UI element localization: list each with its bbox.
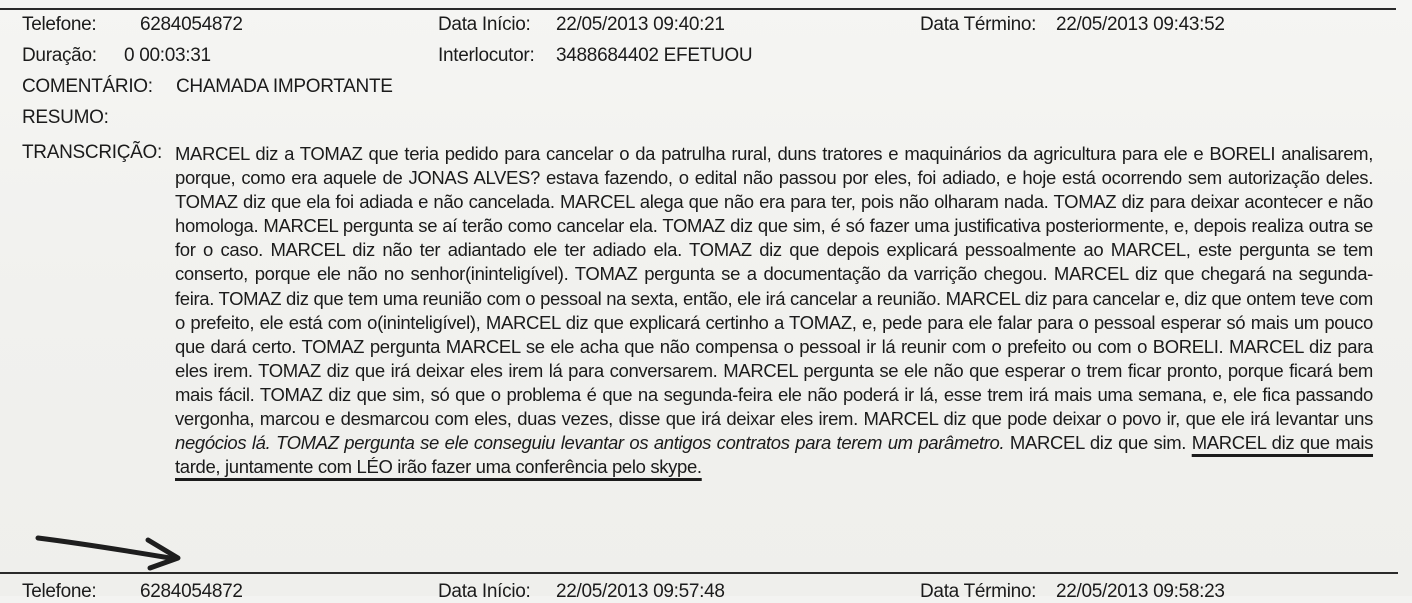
- transcricao-after-italic: MARCEL diz que sim.: [1004, 432, 1187, 454]
- next-data-inicio-value: 22/05/2013 09:57:48: [556, 581, 725, 602]
- next-data-termino-value: 22/05/2013 09:58:23: [1056, 581, 1225, 602]
- next-telefone-field: [22, 581, 243, 603]
- next-telefone-value: 6284054872: [140, 581, 243, 602]
- interlocutor-field: [438, 45, 752, 67]
- transcricao-italic-segment: negócios lá. TOMAZ pergunta se ele conseguiu levantar os antigos contratos para terem um parâmetro.: [175, 432, 1005, 454]
- top-divider: [0, 8, 1396, 10]
- hand-drawn-arrow-icon: [30, 526, 190, 572]
- telefone-label: Telefone:: [22, 14, 97, 35]
- telefone-field: [22, 14, 243, 36]
- bottom-divider: [0, 572, 1398, 574]
- next-data-inicio-field: [438, 581, 725, 603]
- data-termino-label: Data Término:: [920, 14, 1037, 35]
- comentario-field: [22, 76, 393, 98]
- duracao-value: 0 00:03:31: [124, 45, 211, 66]
- data-termino-field: [920, 14, 1225, 36]
- transcricao-label: TRANSCRIÇÃO:: [22, 142, 162, 163]
- duracao-label: Duração:: [22, 45, 97, 66]
- data-inicio-value: 22/05/2013 09:40:21: [556, 14, 725, 35]
- resumo-field: [22, 107, 109, 129]
- data-inicio-field: [438, 14, 725, 36]
- duracao-field: [22, 45, 211, 67]
- comentario-value: CHAMADA IMPORTANTE: [176, 76, 393, 97]
- next-telefone-label: Telefone:: [22, 581, 97, 602]
- next-data-termino-label: Data Término:: [920, 581, 1037, 602]
- data-termino-value: 22/05/2013 09:43:52: [1056, 14, 1225, 35]
- interlocutor-value: 3488684402 EFETUOU: [556, 45, 753, 66]
- transcricao-text: [175, 142, 1373, 479]
- comentario-label: COMENTÁRIO:: [22, 76, 153, 97]
- telefone-value: 6284054872: [140, 14, 243, 35]
- next-data-inicio-label: Data Início:: [438, 581, 531, 602]
- next-data-termino-field: [920, 581, 1225, 603]
- data-inicio-label: Data Início:: [438, 14, 531, 35]
- interlocutor-label: Interlocutor:: [438, 45, 535, 66]
- transcricao-body: MARCEL diz a TOMAZ que teria pedido para cancelar o da patrulha rural, duns tratores e maquinários da agricultura para ele e BORELI analisarem, porque, como era aquele de JONAS ALVES? estava fazendo, o edital não passou por eles, foi adiado, e hoje está ocorrendo sem autorização deles. TOMAZ diz que ela foi adiada e não cancelada. MARCEL alega que não era para ter, pois não olharam nada. TOMAZ diz para deixar acontecer e não homologa. MARCEL pergunta se aí terão como cancelar ela. TOMAZ diz que sim, é só fazer uma justificativa posteriormente, e, depois realiza outra se for o caso. MARCEL diz não ter adiantado ele ter adiado ela. TOMAZ diz que depois explicará pessoalmente ao MARCEL, este pergunta se tem conserto, porque ele não no senhor(ininteligível). TOMAZ pergunta se a documentação da varrição chegou. MARCEL diz que chegará na segunda-feira. TOMAZ diz que tem uma reunião com o pessoal na sexta, então, ele irá cancelar a reunião. MARCEL diz para cancelar e, diz que ontem teve com o prefeito, ele está com o(ininteligível), MARCEL diz que explicará certinho a TOMAZ, e, pede para ele falar para o pessoal esperar só mais um pouco que dará certo. TOMAZ pergunta MARCEL se ele acha que não compensa o pessoal ir lá reunir com o prefeito ou com o BORELI. MARCEL diz para eles irem. TOMAZ diz que irá deixar eles irem lá para conversarem. MARCEL pergunta se ele não que esperar o trem ficar pronto, porque ficará bem mais fácil. TOMAZ diz que sim, só que o problema é que na segunda-feira ele não poderá ir lá, esse trem irá mais uma semana, e, ele fica passando vergonha, marcou e desmarcou com eles, duas vezes, disse que irá deixar eles irem. MARCEL diz que pode deixar o povo ir, que ele irá levantar uns: [175, 143, 1373, 430]
- resumo-label: RESUMO:: [22, 107, 109, 128]
- transcricao-underlined-segment: MARCEL diz que mais tarde, juntamente com LÉO irão fazer uma conferência pelo skype.: [175, 432, 1374, 478]
